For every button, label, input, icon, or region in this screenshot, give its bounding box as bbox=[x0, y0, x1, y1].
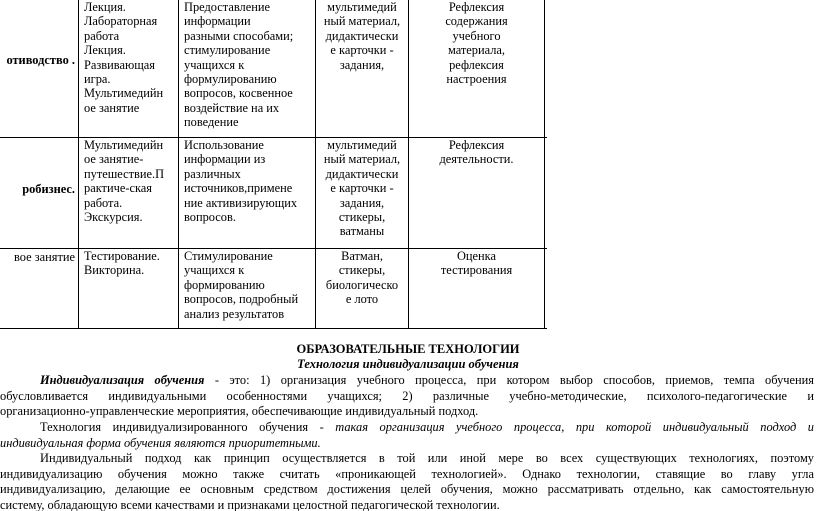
table-cell-activity bbox=[0, 249, 79, 328]
cell-line: ое занятие bbox=[84, 100, 140, 115]
cell-line: материала, bbox=[447, 43, 506, 58]
cell-line: поведение bbox=[184, 115, 239, 130]
cell-text: вое занятие bbox=[14, 250, 75, 264]
line-text: Технология индивидуализированного обучения - bbox=[40, 420, 324, 434]
paragraph-line bbox=[0, 373, 814, 389]
table-cell-forms bbox=[79, 138, 179, 248]
cell-line: е карточки - bbox=[330, 43, 394, 58]
table-cell-materials bbox=[316, 138, 409, 248]
cell-line: Экскурсия. bbox=[84, 210, 143, 225]
cell-line: Лекция. bbox=[84, 0, 126, 14]
paragraph-approach bbox=[0, 451, 814, 511]
cell-line: Рефлексия bbox=[448, 138, 505, 152]
paragraph-line: индивидуализацию обучения можно также считать «проникающей технологией». Однако технологии, ставящие во главу угла bbox=[0, 466, 814, 481]
table-row bbox=[0, 138, 547, 248]
cell-line: дидактически bbox=[325, 166, 399, 181]
cell-line: вопросов. bbox=[184, 210, 236, 225]
cell-line: Лабораторная bbox=[84, 14, 158, 29]
cell-line: ние активизирующих bbox=[184, 195, 298, 210]
cell-line: Викторина. bbox=[84, 263, 145, 278]
line-text-italic: такая организация учебного процесса, при которой индивидуальный подход и bbox=[335, 420, 814, 434]
cell-line: работа bbox=[84, 28, 120, 43]
table-cell-reflection bbox=[409, 0, 545, 137]
cell-line: Использование bbox=[184, 138, 264, 152]
section-heading: ОБРАЗОВАТЕЛЬНЫЕ ТЕХНОЛОГИИ bbox=[296, 342, 520, 356]
cell-line: работа. bbox=[84, 195, 123, 210]
cell-line: вопросов, косвенное bbox=[184, 86, 293, 101]
table-cell-forms bbox=[79, 249, 179, 328]
table-cell-activity bbox=[0, 0, 79, 137]
cell-line: Ватман, bbox=[341, 249, 383, 263]
cell-line: стикеры, bbox=[338, 210, 386, 225]
cell-line: Лекция. bbox=[84, 43, 126, 58]
cell-line: Оценка bbox=[456, 249, 497, 263]
cell-line: Тестирование. bbox=[84, 249, 160, 263]
table-row bbox=[0, 0, 547, 137]
paragraph-line: индивидуальная форма обучения являются приоритетными. bbox=[0, 435, 321, 450]
table-cell-materials bbox=[316, 249, 409, 328]
paragraph-line: Индивидуальный подход как принцип осуществляется в той или иной мере во всех существующих технологиях, поэтому bbox=[40, 451, 814, 465]
table-row bbox=[0, 249, 547, 328]
cell-line: путешествие.П bbox=[84, 166, 165, 181]
cell-line: учебного bbox=[452, 28, 501, 43]
cell-line: стикеры, bbox=[338, 263, 386, 278]
cell-line: игра. bbox=[84, 72, 111, 87]
cell-text: робизнес. bbox=[22, 182, 75, 196]
cell-line: учащихся к bbox=[184, 57, 245, 72]
cell-line: е карточки - bbox=[330, 181, 394, 196]
cell-line: ватманы bbox=[339, 224, 385, 239]
cell-line: информации bbox=[184, 14, 251, 29]
cell-line: Рефлексия bbox=[448, 0, 505, 14]
table-bottom-border bbox=[0, 328, 547, 329]
cell-line: формулированию bbox=[184, 72, 277, 87]
cell-line: задания, bbox=[339, 195, 385, 210]
cell-line: тестирования bbox=[440, 263, 513, 278]
cell-line: мультимедий bbox=[327, 138, 397, 152]
cell-line: е лото bbox=[345, 292, 379, 307]
paragraph-line: систему, обладающую всеми качествами и признаками целостной педагогической технологии. bbox=[0, 497, 500, 511]
cell-line: деятельности. bbox=[439, 152, 514, 167]
cell-line: различных bbox=[184, 166, 241, 181]
table-cell-activity bbox=[0, 138, 79, 248]
cell-line: учащихся к bbox=[184, 263, 245, 278]
cell-line: информации из bbox=[184, 152, 266, 167]
cell-line: ое занятие- bbox=[84, 152, 144, 167]
cell-line: рефлексия bbox=[449, 57, 504, 72]
term: Индивидуализация обучения bbox=[40, 373, 205, 387]
cell-line: настроения bbox=[446, 72, 507, 87]
paragraph-line: индивидуализацию, делающие ее основным средством достижения целей обучения, можно рассматривать отдельно, как самостоятельную bbox=[0, 482, 814, 497]
table-cell-materials bbox=[316, 0, 409, 137]
line-text: - это: 1) организация учебного процесса, при котором выбор способов, приемов, темпа обучения bbox=[214, 373, 814, 387]
table-cell-methods bbox=[179, 249, 316, 328]
cell-line: дидактически bbox=[325, 28, 399, 43]
cell-line: анализ результатов bbox=[184, 306, 285, 321]
paragraph-line: обусловливается индивидуальными особенностями учащихся; 2) различные учебно-методические, психолого-педагогические и bbox=[0, 388, 814, 403]
table-cell-reflection bbox=[409, 249, 545, 328]
paragraph-technology bbox=[0, 420, 814, 451]
table-cell-methods bbox=[179, 138, 316, 248]
cell-line: ный материал, bbox=[323, 14, 401, 29]
cell-line: Мультимедийн bbox=[84, 138, 164, 152]
cell-line: биологическо bbox=[325, 277, 399, 292]
cell-line: Мультимедийн bbox=[84, 86, 164, 101]
table-cell-methods bbox=[179, 0, 316, 137]
cell-line: ный материал, bbox=[323, 152, 401, 167]
cell-line: стимулирование bbox=[184, 43, 271, 58]
cell-line: воздействие на их bbox=[184, 100, 280, 115]
paragraph-line bbox=[0, 420, 814, 436]
cell-line: мультимедий bbox=[327, 0, 397, 14]
cell-line: задания, bbox=[339, 57, 385, 72]
table-cell-forms bbox=[79, 0, 179, 137]
cell-line: разными способами; bbox=[184, 28, 294, 43]
cell-line: Развивающая bbox=[84, 57, 155, 72]
paragraph-line: организационно-управленческие мероприятия, обеспечивающие индивидуальный подход. bbox=[0, 404, 479, 419]
section-subheading: Технология индивидуализации обучения bbox=[297, 357, 519, 371]
paragraph-definition bbox=[0, 373, 814, 420]
cell-text: отиводство . bbox=[6, 53, 75, 67]
cell-line: Предоставление bbox=[184, 0, 270, 14]
cell-line: содержания bbox=[445, 14, 508, 29]
cell-line: источников,примене bbox=[184, 181, 293, 196]
cell-line: Стимулирование bbox=[184, 249, 273, 263]
table-cell-reflection bbox=[409, 138, 545, 248]
cell-line: рактиче-ская bbox=[84, 181, 152, 196]
cell-line: вопросов, подробный bbox=[184, 292, 299, 307]
cell-line: формированию bbox=[184, 277, 265, 292]
